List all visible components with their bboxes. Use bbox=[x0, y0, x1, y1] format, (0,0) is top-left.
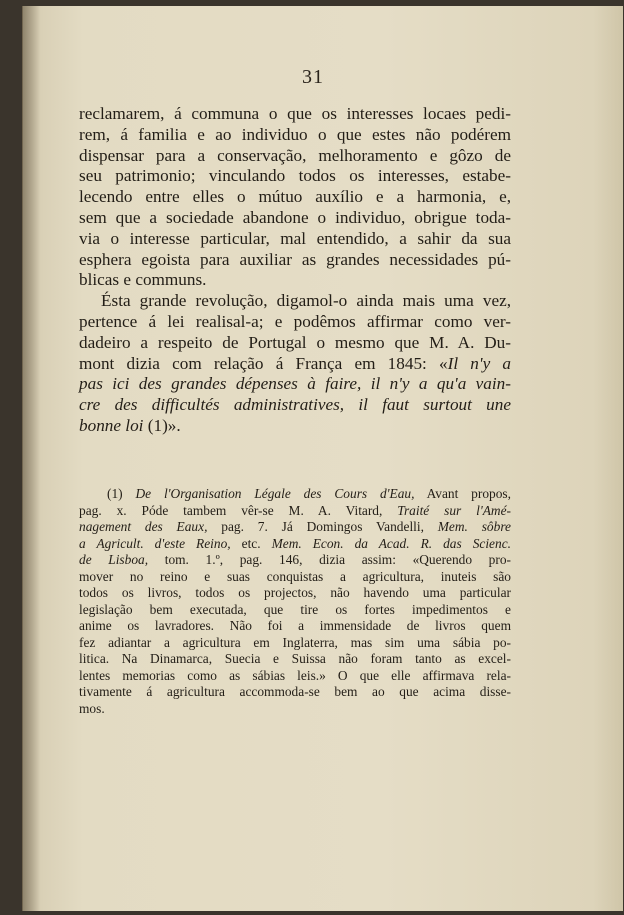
footnote-line-8: legislação bem executada, que tire os fortes impedimentos e bbox=[79, 601, 511, 617]
book-page bbox=[22, 6, 623, 911]
body-line-16-italic: bonne loi bbox=[79, 415, 144, 435]
body-line-1: reclamarem, á communa o que os interesses locaes pedi- bbox=[79, 104, 511, 123]
footnote-title-4: Mem. sôbre bbox=[437, 519, 511, 534]
footnote-line-4 bbox=[79, 536, 511, 553]
body-line-13-roman: mont dizia com relação á França em 1845: « bbox=[79, 353, 448, 373]
body-line-16-roman: (1)». bbox=[143, 415, 181, 435]
footnote-line-11: litica. Na Dinamarca, Suecia e Suissa não foram tanto as excel- bbox=[79, 651, 511, 666]
footnote bbox=[79, 486, 511, 717]
footnote-text-5: tom. 1.º, pag. 146, dizia assim: «Querendo pro- bbox=[148, 552, 511, 567]
footnote-line-3 bbox=[79, 519, 511, 536]
footnote-line-10: fez adiantar a agricultura em Inglaterra, mas sim uma sábia po- bbox=[79, 634, 511, 650]
footnote-line-5 bbox=[79, 552, 511, 569]
footnote-line-9: anime os lavradores. Não foi a immensidade de livros quem bbox=[79, 618, 511, 633]
body-line-13-italic: Il n'y a bbox=[447, 353, 511, 373]
body-line-12: dadeiro a respeito de Portugal o mesmo que M. A. Du- bbox=[79, 332, 511, 352]
footnote-title-2: Traité sur l'Amé- bbox=[397, 502, 511, 518]
body-line-8: esphera egoista para auxiliar as grandes necessidades pú- bbox=[79, 249, 511, 269]
footnote-line-12: lentes memorias como as sábias leis.» O que elle affirmava rela- bbox=[79, 667, 511, 683]
body-line-9: blicas e communs. bbox=[79, 270, 207, 290]
footnote-title-5: a Agricult. d'este Reino, bbox=[79, 535, 231, 551]
body-line-3: dispensar para a conservação, melhoramento e gôzo de bbox=[79, 145, 511, 165]
page-number: 31 bbox=[302, 66, 324, 88]
footnote-title-6: Mem. Econ. da Acad. R. das Scienc. bbox=[271, 535, 511, 551]
footnote-line-14: mos. bbox=[79, 700, 105, 716]
body-line-15: cre des difficultés administratives, il faut surtout une bbox=[79, 395, 511, 415]
body-line-13 bbox=[79, 354, 511, 375]
footnote-line-7: todos os livros, todos os projectos, não havendo uma particular bbox=[79, 585, 511, 600]
footnote-line-13: tivamente á agricultura accommoda-se bem ao que acima disse- bbox=[79, 684, 511, 699]
footnote-title-7: de Lisboa, bbox=[79, 552, 149, 567]
footnote-title-1: De l'Organisation Légale des Cours d'Eau, bbox=[135, 486, 415, 501]
footnote-text-2: pag. x. Póde tambem vêr-se M. A. Vitard, bbox=[79, 502, 398, 518]
body-line-5: lecendo entre elles o mútuo auxílio e a harmonia, e, bbox=[79, 187, 511, 207]
body-line-4: seu patrimonio; vinculando todos os interesses, estabe- bbox=[79, 166, 511, 186]
footnote-marker: (1) bbox=[107, 486, 136, 501]
body-line-10: Ésta grande revolução, digamol-o ainda mais uma vez, bbox=[101, 291, 511, 311]
footnote-text-4: etc. bbox=[230, 535, 272, 551]
footnote-line-6: mover no reino e suas conquistas a agricultura, inuteis são bbox=[79, 568, 511, 584]
body-line-7: via o interesse particular, mal entendido, a sahir da sua bbox=[79, 228, 511, 248]
footnote-line-2 bbox=[79, 503, 511, 520]
footnote-title-3: nagement des Eaux, bbox=[79, 519, 208, 534]
body-line-11: pertence á lei realisal-a; e podêmos affirmar como ver- bbox=[79, 311, 511, 331]
footnote-line-1 bbox=[79, 486, 511, 503]
footnote-text-3: pag. 7. Já Domingos Vandelli, bbox=[207, 519, 438, 534]
body-line-2: rem, á familia e ao individuo o que estes não podérem bbox=[79, 124, 511, 144]
main-text bbox=[79, 104, 511, 437]
footnote-text-1: Avant propos, bbox=[414, 486, 511, 501]
body-line-16 bbox=[79, 416, 511, 437]
body-line-14: pas ici des grandes dépenses à faire, il n'y a qu'a vain- bbox=[79, 374, 511, 394]
body-line-6: sem que a sociedade abandone o individuo, obrigue toda- bbox=[79, 207, 511, 227]
